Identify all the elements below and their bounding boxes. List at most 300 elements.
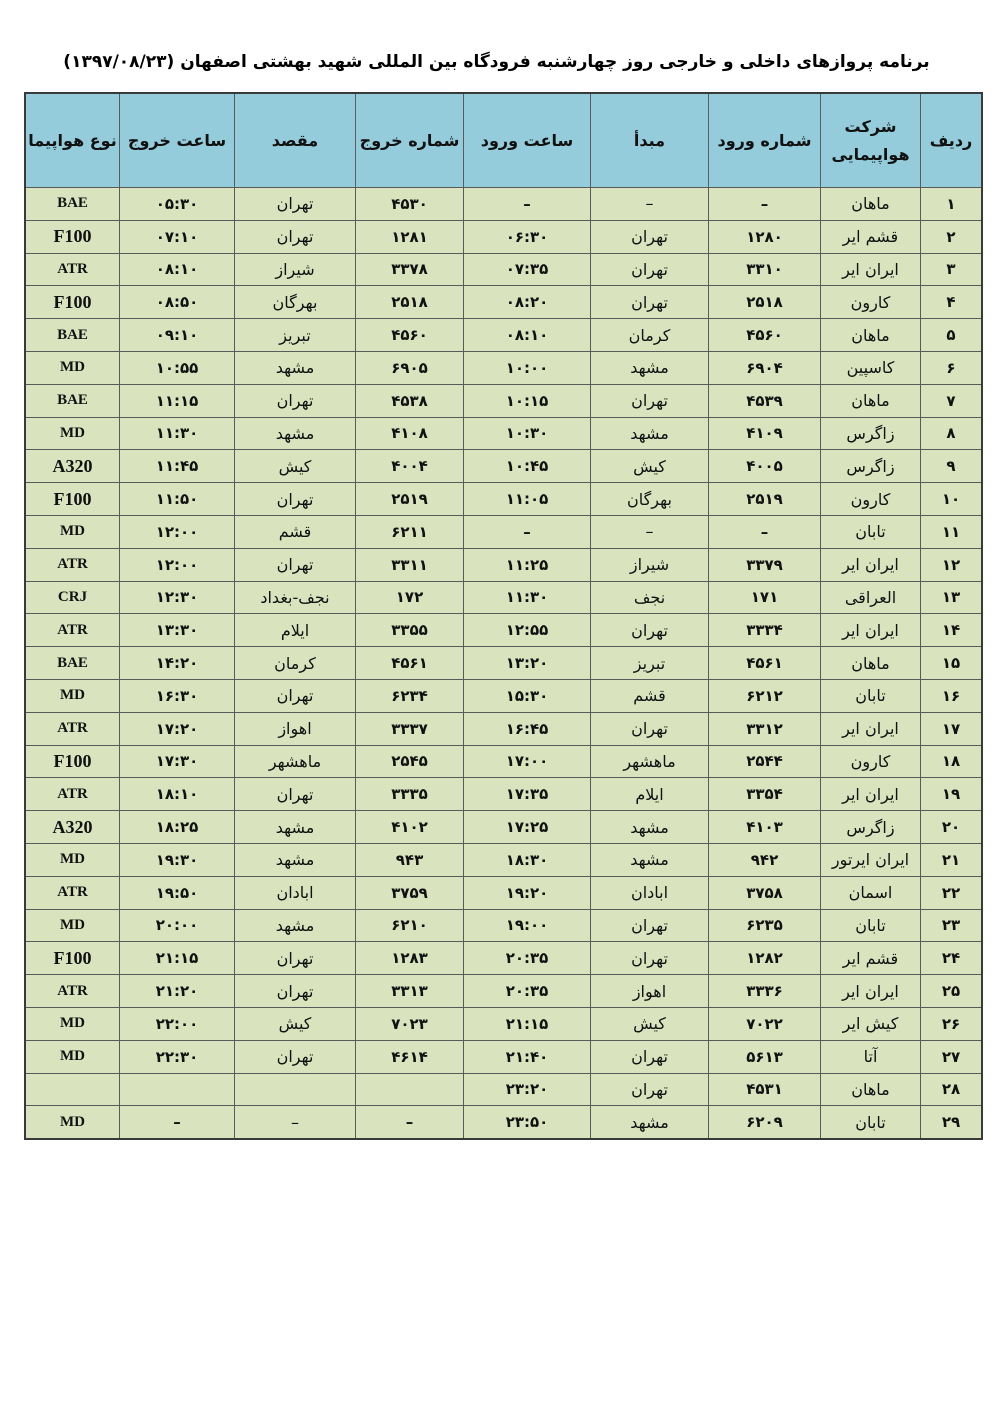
cell-destination: تهران [235, 220, 356, 253]
header-destination: مقصد [235, 93, 356, 188]
cell-departure-flight-number: ۹۴۳ [356, 843, 464, 876]
cell-destination: بهرگان [235, 286, 356, 319]
cell-destination: تهران [235, 548, 356, 581]
cell-departure-flight-number: ۶۹۰۵ [356, 351, 464, 384]
cell-arrival-flight-number: ۶۲۳۵ [709, 909, 821, 942]
document-title: برنامه پروازهای داخلی و خارجی روز چهارشنبه فرودگاه بین المللی شهید بهشتی اصفهان (۱۳۹۷/۰۸/۲۳) [63, 52, 930, 72]
cell-radif: ۲۷ [921, 1040, 983, 1073]
cell-aircraft-type: MD [25, 1106, 120, 1139]
cell-arrival-flight-number: ۷۰۲۲ [709, 1007, 821, 1040]
cell-arrival-time: ۱۷:۰۰ [464, 745, 591, 778]
cell-departure-time: ۱۲:۰۰ [120, 548, 235, 581]
table-row [25, 1007, 982, 1040]
cell-airline: کارون [821, 745, 921, 778]
cell-radif: ۱۳ [921, 581, 983, 614]
cell-departure-time: ۱۶:۳۰ [120, 679, 235, 712]
cell-arrival-time: ۱۹:۰۰ [464, 909, 591, 942]
cell-arrival-flight-number: ۴۵۳۱ [709, 1073, 821, 1106]
cell-radif: ۲۵ [921, 975, 983, 1008]
cell-aircraft-type: F100 [25, 286, 120, 319]
cell-airline: کارون [821, 286, 921, 319]
cell-radif: ۱۱ [921, 515, 983, 548]
cell-departure-flight-number: ۲۵۱۹ [356, 483, 464, 516]
cell-radif: ۱۶ [921, 679, 983, 712]
cell-origin: تهران [591, 614, 709, 647]
cell-arrival-flight-number: – [709, 188, 821, 221]
cell-arrival-time: ۱۶:۴۵ [464, 712, 591, 745]
cell-destination: کرمان [235, 647, 356, 680]
cell-departure-flight-number: ۴۱۰۸ [356, 417, 464, 450]
cell-airline: ایران ایر [821, 548, 921, 581]
cell-departure-time: – [120, 1106, 235, 1139]
cell-arrival-time: ۱۸:۳۰ [464, 843, 591, 876]
cell-origin: مشهد [591, 417, 709, 450]
cell-departure-time: ۰۵:۳۰ [120, 188, 235, 221]
cell-departure-time: ۱۴:۲۰ [120, 647, 235, 680]
cell-departure-flight-number: ۳۷۵۹ [356, 876, 464, 909]
cell-arrival-flight-number: ۶۹۰۴ [709, 351, 821, 384]
cell-aircraft-type: MD [25, 843, 120, 876]
cell-origin: تهران [591, 384, 709, 417]
cell-arrival-flight-number: ۲۵۴۴ [709, 745, 821, 778]
table-row [25, 483, 982, 516]
cell-airline: ایران ایر [821, 712, 921, 745]
cell-radif: ۲۹ [921, 1106, 983, 1139]
cell-airline: العراقی [821, 581, 921, 614]
cell-origin: تهران [591, 1073, 709, 1106]
cell-aircraft-type: BAE [25, 384, 120, 417]
cell-airline: ایران ایر [821, 253, 921, 286]
cell-radif: ۴ [921, 286, 983, 319]
header-airline: شرکت هواپیمایی [821, 93, 921, 188]
cell-origin: قشم [591, 679, 709, 712]
cell-departure-time: ۲۱:۲۰ [120, 975, 235, 1008]
table-row [25, 220, 982, 253]
cell-departure-flight-number: ۶۲۱۰ [356, 909, 464, 942]
cell-radif: ۲۸ [921, 1073, 983, 1106]
cell-airline: قشم ایر [821, 942, 921, 975]
cell-arrival-time: ۱۰:۱۵ [464, 384, 591, 417]
cell-departure-time: ۱۱:۳۰ [120, 417, 235, 450]
cell-radif: ۲۴ [921, 942, 983, 975]
cell-origin: تهران [591, 253, 709, 286]
cell-destination: تهران [235, 679, 356, 712]
cell-radif: ۱۴ [921, 614, 983, 647]
cell-arrival-flight-number: ۳۳۵۴ [709, 778, 821, 811]
cell-destination: ابادان [235, 876, 356, 909]
cell-airline: کاسپین [821, 351, 921, 384]
cell-airline: ماهان [821, 1073, 921, 1106]
table-row [25, 450, 982, 483]
table-header-row [25, 93, 982, 188]
cell-destination: مشهد [235, 351, 356, 384]
header-radif: ردیف [921, 93, 983, 188]
cell-arrival-flight-number: ۴۰۰۵ [709, 450, 821, 483]
cell-origin: مشهد [591, 811, 709, 844]
cell-radif: ۸ [921, 417, 983, 450]
table-row [25, 286, 982, 319]
cell-arrival-time: ۱۳:۲۰ [464, 647, 591, 680]
cell-destination: اهواز [235, 712, 356, 745]
cell-aircraft-type: ATR [25, 548, 120, 581]
table-row [25, 778, 982, 811]
cell-arrival-flight-number: ۴۱۰۳ [709, 811, 821, 844]
cell-radif: ۲۰ [921, 811, 983, 844]
cell-aircraft-type: F100 [25, 942, 120, 975]
cell-origin: مشهد [591, 843, 709, 876]
cell-aircraft-type: BAE [25, 188, 120, 221]
cell-airline: ایران ایر [821, 778, 921, 811]
cell-arrival-flight-number: ۶۲۰۹ [709, 1106, 821, 1139]
cell-aircraft-type: MD [25, 515, 120, 548]
cell-destination: مشهد [235, 417, 356, 450]
cell-radif: ۶ [921, 351, 983, 384]
cell-origin: تهران [591, 909, 709, 942]
cell-arrival-flight-number: ۴۵۳۹ [709, 384, 821, 417]
cell-arrival-time: ۰۸:۲۰ [464, 286, 591, 319]
cell-arrival-time: ۱۷:۳۵ [464, 778, 591, 811]
cell-aircraft-type: F100 [25, 483, 120, 516]
cell-origin: مشهد [591, 351, 709, 384]
cell-origin: ایلام [591, 778, 709, 811]
cell-aircraft-type: ATR [25, 614, 120, 647]
cell-airline: زاگرس [821, 811, 921, 844]
table-row [25, 647, 982, 680]
cell-departure-flight-number: ۱۷۲ [356, 581, 464, 614]
cell-origin: تهران [591, 286, 709, 319]
cell-departure-flight-number: – [356, 1106, 464, 1139]
table-row [25, 351, 982, 384]
cell-destination: مشهد [235, 909, 356, 942]
cell-airline: کارون [821, 483, 921, 516]
cell-radif: ۲۱ [921, 843, 983, 876]
cell-departure-flight-number: ۴۵۶۱ [356, 647, 464, 680]
cell-origin: اهواز [591, 975, 709, 1008]
cell-arrival-flight-number: ۳۳۷۹ [709, 548, 821, 581]
cell-aircraft-type: ATR [25, 253, 120, 286]
cell-aircraft-type: A320 [25, 811, 120, 844]
cell-origin: بهرگان [591, 483, 709, 516]
table-row [25, 515, 982, 548]
cell-aircraft-type: ATR [25, 778, 120, 811]
cell-destination: ایلام [235, 614, 356, 647]
cell-arrival-time: ۱۱:۳۰ [464, 581, 591, 614]
cell-radif: ۹ [921, 450, 983, 483]
table-row [25, 942, 982, 975]
table-row [25, 876, 982, 909]
header-arrival-flight-number: شماره ورود [709, 93, 821, 188]
cell-departure-flight-number: ۴۰۰۴ [356, 450, 464, 483]
table-row [25, 975, 982, 1008]
cell-arrival-time: ۲۳:۲۰ [464, 1073, 591, 1106]
cell-arrival-time: ۲۱:۴۰ [464, 1040, 591, 1073]
cell-destination: تهران [235, 483, 356, 516]
cell-arrival-flight-number: ۱۲۸۲ [709, 942, 821, 975]
cell-airline: زاگرس [821, 450, 921, 483]
table-row [25, 417, 982, 450]
cell-destination: شیراز [235, 253, 356, 286]
cell-departure-flight-number: ۲۵۴۵ [356, 745, 464, 778]
header-aircraft-type: نوع هواپیما [25, 93, 120, 188]
cell-departure-time: ۰۸:۵۰ [120, 286, 235, 319]
cell-aircraft-type: ATR [25, 712, 120, 745]
cell-radif: ۵ [921, 319, 983, 352]
table-row [25, 745, 982, 778]
cell-aircraft-type: MD [25, 1007, 120, 1040]
cell-departure-time: ۱۳:۳۰ [120, 614, 235, 647]
cell-arrival-flight-number: ۳۳۱۰ [709, 253, 821, 286]
cell-aircraft-type: MD [25, 1040, 120, 1073]
cell-arrival-time: ۱۱:۰۵ [464, 483, 591, 516]
cell-departure-flight-number: ۷۰۲۳ [356, 1007, 464, 1040]
table-row [25, 1073, 982, 1106]
cell-departure-flight-number: ۴۱۰۲ [356, 811, 464, 844]
cell-arrival-flight-number: ۹۴۲ [709, 843, 821, 876]
table-row [25, 384, 982, 417]
cell-radif: ۳ [921, 253, 983, 286]
cell-origin: ماهشهر [591, 745, 709, 778]
cell-airline: ایران ایر [821, 975, 921, 1008]
cell-radif: ۱۷ [921, 712, 983, 745]
cell-aircraft-type: BAE [25, 647, 120, 680]
cell-arrival-time: ۲۰:۳۵ [464, 975, 591, 1008]
cell-arrival-time: ۱۰:۴۵ [464, 450, 591, 483]
cell-aircraft-type: A320 [25, 450, 120, 483]
header-origin: مبدأ [591, 93, 709, 188]
table-row [25, 253, 982, 286]
cell-origin: مشهد [591, 1106, 709, 1139]
cell-departure-time: ۲۲:۳۰ [120, 1040, 235, 1073]
cell-airline: ایران ایر [821, 614, 921, 647]
cell-airline: ماهان [821, 319, 921, 352]
cell-arrival-flight-number: ۶۲۱۲ [709, 679, 821, 712]
cell-destination: تهران [235, 942, 356, 975]
cell-arrival-time: ۲۱:۱۵ [464, 1007, 591, 1040]
table-row [25, 581, 982, 614]
cell-origin: ابادان [591, 876, 709, 909]
cell-departure-flight-number: ۴۵۳۸ [356, 384, 464, 417]
table-row [25, 909, 982, 942]
cell-destination: مشهد [235, 843, 356, 876]
cell-arrival-flight-number: ۲۵۱۹ [709, 483, 821, 516]
cell-airline: اسمان [821, 876, 921, 909]
cell-destination: مشهد [235, 811, 356, 844]
table-row [25, 811, 982, 844]
cell-departure-time: ۲۲:۰۰ [120, 1007, 235, 1040]
cell-arrival-time: ۱۹:۲۰ [464, 876, 591, 909]
cell-departure-flight-number: ۱۲۸۱ [356, 220, 464, 253]
cell-arrival-flight-number: ۴۵۶۰ [709, 319, 821, 352]
cell-departure-time: ۱۲:۳۰ [120, 581, 235, 614]
cell-destination: کیش [235, 450, 356, 483]
cell-destination [235, 1073, 356, 1106]
cell-airline: آتا [821, 1040, 921, 1073]
cell-airline: تابان [821, 515, 921, 548]
cell-arrival-time: – [464, 515, 591, 548]
cell-arrival-time: ۲۳:۵۰ [464, 1106, 591, 1139]
cell-departure-time: ۱۹:۳۰ [120, 843, 235, 876]
cell-origin: شیراز [591, 548, 709, 581]
cell-aircraft-type: MD [25, 679, 120, 712]
cell-arrival-time: ۱۰:۳۰ [464, 417, 591, 450]
cell-arrival-time: ۱۲:۵۵ [464, 614, 591, 647]
cell-destination: قشم [235, 515, 356, 548]
cell-departure-time: ۱۸:۱۰ [120, 778, 235, 811]
cell-arrival-time: ۰۸:۱۰ [464, 319, 591, 352]
header-departure-time: ساعت خروج [120, 93, 235, 188]
table-row [25, 712, 982, 745]
cell-origin: کرمان [591, 319, 709, 352]
cell-departure-time: ۱۰:۵۵ [120, 351, 235, 384]
cell-arrival-flight-number: ۳۷۵۸ [709, 876, 821, 909]
cell-departure-time: ۰۸:۱۰ [120, 253, 235, 286]
cell-departure-flight-number: ۶۲۱۱ [356, 515, 464, 548]
cell-departure-time: ۱۸:۲۵ [120, 811, 235, 844]
cell-arrival-flight-number: – [709, 515, 821, 548]
cell-departure-time: ۱۱:۱۵ [120, 384, 235, 417]
cell-aircraft-type: F100 [25, 220, 120, 253]
header-arrival-time: ساعت ورود [464, 93, 591, 188]
cell-destination: تهران [235, 188, 356, 221]
cell-departure-flight-number: ۴۵۳۰ [356, 188, 464, 221]
cell-departure-flight-number: ۳۳۳۵ [356, 778, 464, 811]
cell-destination: ماهشهر [235, 745, 356, 778]
cell-departure-time: ۰۹:۱۰ [120, 319, 235, 352]
cell-destination: – [235, 1106, 356, 1139]
cell-origin: تهران [591, 942, 709, 975]
cell-aircraft-type: CRJ [25, 581, 120, 614]
cell-airline: قشم ایر [821, 220, 921, 253]
cell-arrival-flight-number: ۱۷۱ [709, 581, 821, 614]
cell-departure-flight-number: ۴۶۱۴ [356, 1040, 464, 1073]
table-body [25, 188, 982, 1140]
cell-airline: ماهان [821, 647, 921, 680]
cell-departure-time: ۰۷:۱۰ [120, 220, 235, 253]
cell-departure-flight-number: ۲۵۱۸ [356, 286, 464, 319]
cell-radif: ۷ [921, 384, 983, 417]
cell-arrival-flight-number: ۱۲۸۰ [709, 220, 821, 253]
table-row [25, 679, 982, 712]
table-row [25, 1106, 982, 1139]
cell-airline: ماهان [821, 188, 921, 221]
cell-departure-flight-number [356, 1073, 464, 1106]
cell-destination: تهران [235, 384, 356, 417]
cell-destination: تهران [235, 975, 356, 1008]
cell-departure-time: ۱۹:۵۰ [120, 876, 235, 909]
cell-aircraft-type [25, 1073, 120, 1106]
cell-departure-flight-number: ۳۳۳۷ [356, 712, 464, 745]
table-row [25, 188, 982, 221]
flight-schedule-table [24, 92, 983, 1140]
cell-arrival-time: ۱۰:۰۰ [464, 351, 591, 384]
cell-arrival-flight-number: ۳۳۱۲ [709, 712, 821, 745]
cell-airline: تابان [821, 679, 921, 712]
cell-departure-time: ۲۱:۱۵ [120, 942, 235, 975]
cell-departure-flight-number: ۳۳۱۱ [356, 548, 464, 581]
cell-origin: تهران [591, 1040, 709, 1073]
cell-aircraft-type: MD [25, 351, 120, 384]
cell-aircraft-type: BAE [25, 319, 120, 352]
cell-departure-flight-number: ۴۵۶۰ [356, 319, 464, 352]
cell-departure-time: ۱۷:۳۰ [120, 745, 235, 778]
cell-arrival-time: ۲۰:۳۵ [464, 942, 591, 975]
cell-airline: تابان [821, 1106, 921, 1139]
cell-radif: ۲۲ [921, 876, 983, 909]
cell-aircraft-type: ATR [25, 876, 120, 909]
cell-departure-time: ۱۱:۴۵ [120, 450, 235, 483]
cell-departure-time: ۱۱:۵۰ [120, 483, 235, 516]
header-departure-flight-number: شماره خروج [356, 93, 464, 188]
cell-departure-flight-number: ۳۳۵۵ [356, 614, 464, 647]
cell-departure-flight-number: ۶۲۳۴ [356, 679, 464, 712]
cell-aircraft-type: MD [25, 909, 120, 942]
cell-arrival-flight-number: ۴۵۶۱ [709, 647, 821, 680]
cell-radif: ۲۶ [921, 1007, 983, 1040]
cell-radif: ۱۸ [921, 745, 983, 778]
cell-departure-flight-number: ۱۲۸۳ [356, 942, 464, 975]
cell-radif: ۱۰ [921, 483, 983, 516]
cell-departure-time: ۱۲:۰۰ [120, 515, 235, 548]
cell-radif: ۱ [921, 188, 983, 221]
cell-origin: تهران [591, 712, 709, 745]
cell-origin: – [591, 188, 709, 221]
cell-departure-time: ۱۷:۲۰ [120, 712, 235, 745]
cell-airline: زاگرس [821, 417, 921, 450]
cell-aircraft-type: ATR [25, 975, 120, 1008]
cell-radif: ۱۹ [921, 778, 983, 811]
cell-arrival-time: ۱۵:۳۰ [464, 679, 591, 712]
cell-arrival-flight-number: ۲۵۱۸ [709, 286, 821, 319]
cell-departure-time: ۲۰:۰۰ [120, 909, 235, 942]
table-row [25, 548, 982, 581]
cell-airline: ماهان [821, 384, 921, 417]
cell-arrival-flight-number: ۵۶۱۳ [709, 1040, 821, 1073]
cell-destination: نجف-بغداد [235, 581, 356, 614]
cell-radif: ۱۵ [921, 647, 983, 680]
cell-airline: ایران ایرتور [821, 843, 921, 876]
cell-aircraft-type: F100 [25, 745, 120, 778]
cell-radif: ۱۲ [921, 548, 983, 581]
cell-destination: تبریز [235, 319, 356, 352]
cell-departure-time [120, 1073, 235, 1106]
cell-arrival-time: ۰۶:۳۰ [464, 220, 591, 253]
cell-aircraft-type: MD [25, 417, 120, 450]
cell-arrival-time: ۰۷:۳۵ [464, 253, 591, 286]
cell-departure-flight-number: ۳۳۱۳ [356, 975, 464, 1008]
cell-destination: تهران [235, 778, 356, 811]
cell-origin: نجف [591, 581, 709, 614]
cell-destination: تهران [235, 1040, 356, 1073]
cell-origin: تهران [591, 220, 709, 253]
cell-arrival-flight-number: ۳۳۳۴ [709, 614, 821, 647]
cell-radif: ۲ [921, 220, 983, 253]
cell-radif: ۲۳ [921, 909, 983, 942]
cell-arrival-time: – [464, 188, 591, 221]
cell-arrival-time: ۱۱:۲۵ [464, 548, 591, 581]
cell-arrival-time: ۱۷:۲۵ [464, 811, 591, 844]
table-row [25, 614, 982, 647]
cell-airline: تابان [821, 909, 921, 942]
cell-origin: کیش [591, 450, 709, 483]
cell-origin: کیش [591, 1007, 709, 1040]
table-row [25, 319, 982, 352]
cell-origin: – [591, 515, 709, 548]
cell-origin: تبریز [591, 647, 709, 680]
cell-airline: کیش ایر [821, 1007, 921, 1040]
table-row [25, 843, 982, 876]
cell-arrival-flight-number: ۴۱۰۹ [709, 417, 821, 450]
table-row [25, 1040, 982, 1073]
